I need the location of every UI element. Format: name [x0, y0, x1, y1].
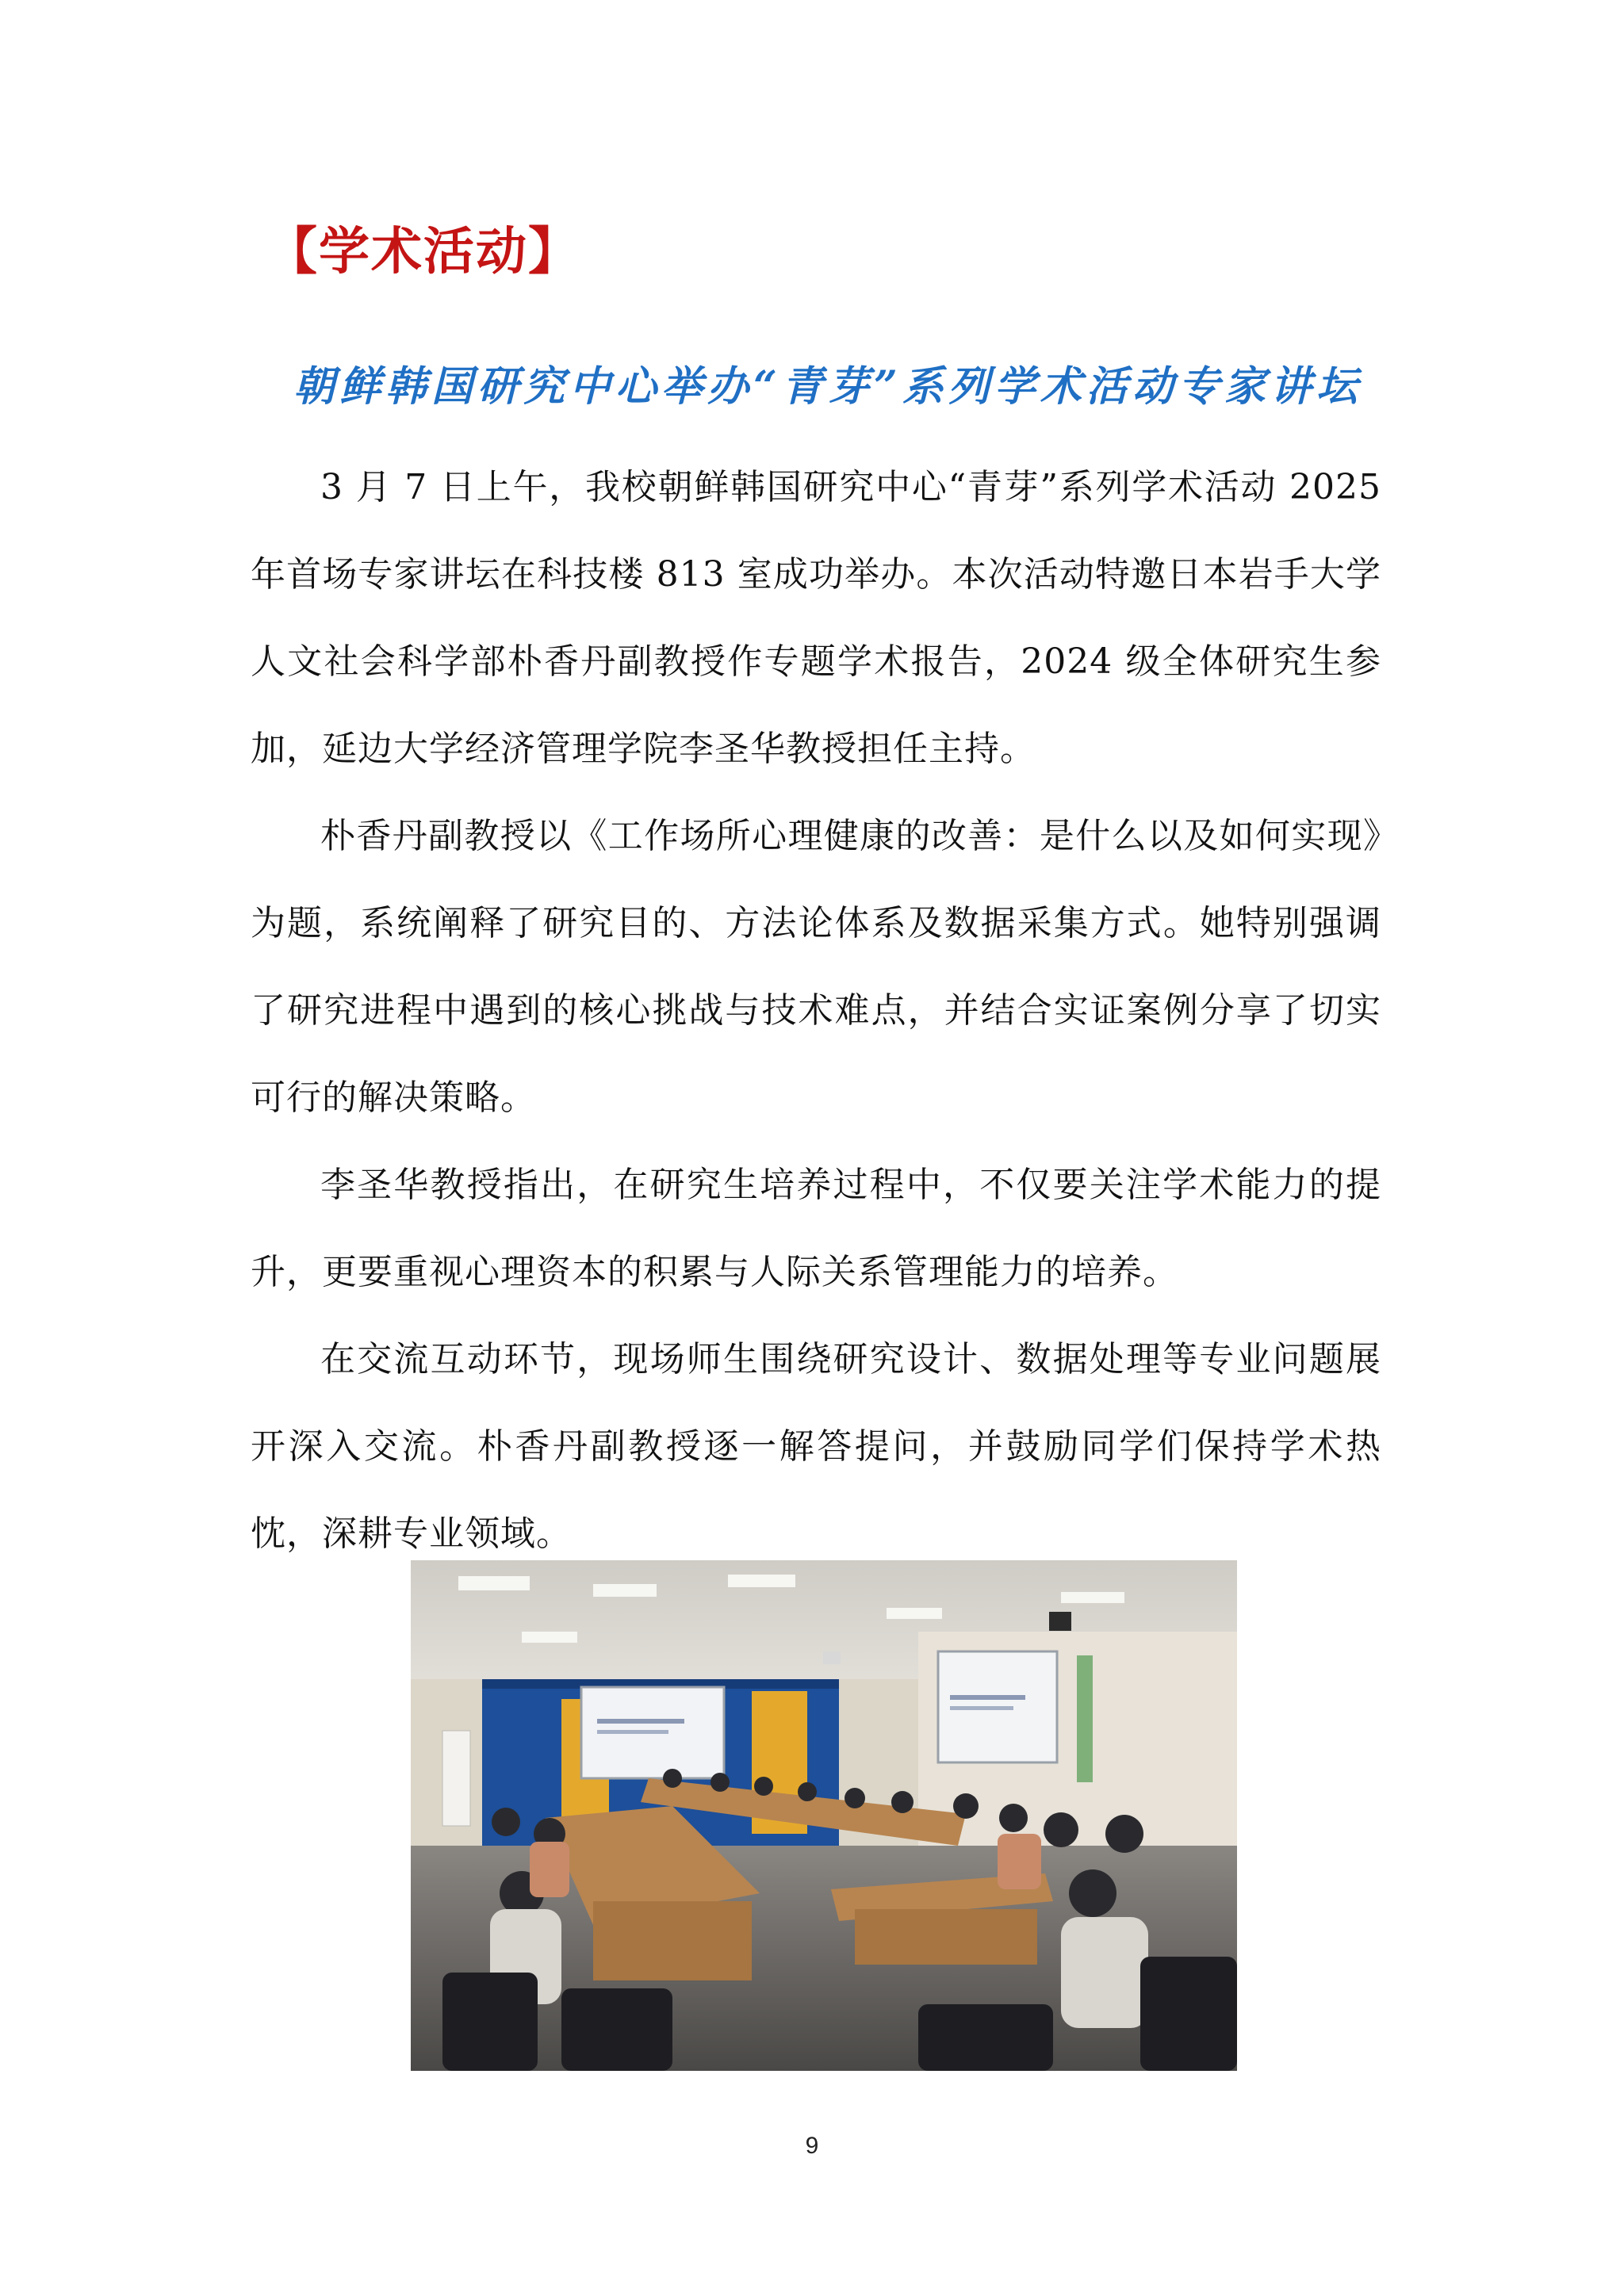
article-body: [251, 444, 1381, 1578]
section-heading: 【学术活动】: [266, 223, 580, 281]
event-photo: [411, 1560, 1237, 2071]
page-number: 9: [805, 2133, 819, 2159]
paragraph-2: 朴香丹副教授以《工作场所心理健康的改善：是什么以及如何实现》为题，系统阐释了研究目的、方法论体系及数据采集方式。她特别强调了研究进程中遇到的核心挑战与技术难点，并结合实证案例分享了切实可行的解决策略。: [251, 816, 1381, 1118]
paragraph-1: 3 月 7 日上午，我校朝鲜韩国研究中心“青芽”系列学术活动 2025 年首场专家讲坛在科技楼 813 室成功举办。本次活动特邀日本岩手大学人文社会科学部朴香丹副教授作专题学术报告，2024 级全体研究生参加，延边大学经济管理学院李圣华教授担任主持。: [251, 467, 1381, 769]
article-title: 朝鲜韩国研究中心举办“青芽”系列学术活动专家讲坛: [293, 362, 1362, 411]
paragraph-3: 李圣华教授指出，在研究生培养过程中，不仅要关注学术能力的提升，更要重视心理资本的积累与人际关系管理能力的培养。: [251, 1165, 1381, 1292]
seminar-room-illustration: [411, 1560, 1237, 2071]
paragraph-4: 在交流互动环节，现场师生围绕研究设计、数据处理等专业问题展开深入交流。朴香丹副教授逐一解答提问，并鼓励同学们保持学术热忱，深耕专业领域。: [251, 1339, 1381, 1554]
